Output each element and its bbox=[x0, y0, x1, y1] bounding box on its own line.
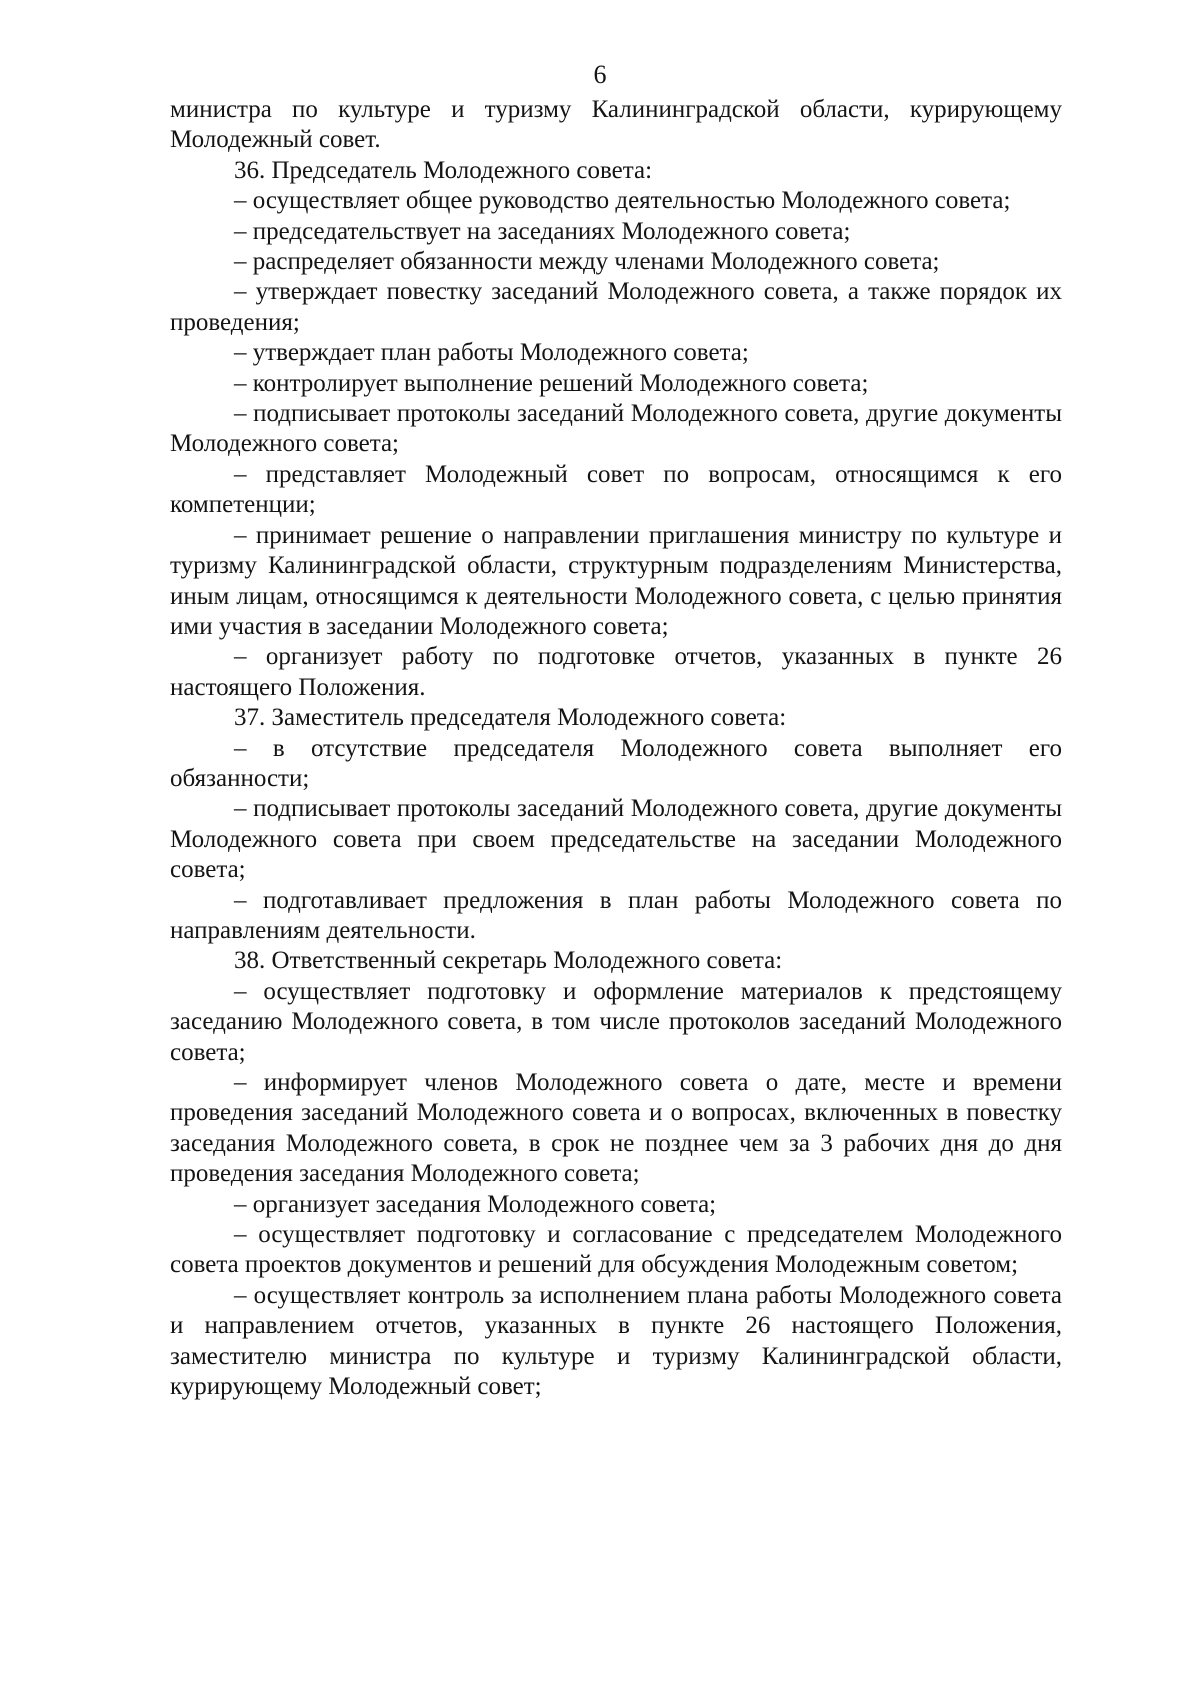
list-item: – в отсутствие председателя Молодежного совета выполняет его обязанности; bbox=[170, 734, 1062, 792]
list-item: – председательствует на заседаниях Молодежного совета; bbox=[234, 217, 851, 245]
list-item: – подписывает протоколы заседаний Молодежного совета, другие документы Молодежного совета при своем председательстве на заседании Молодежного совета; bbox=[170, 795, 1062, 884]
document-body bbox=[170, 95, 1062, 1402]
list-item: – организует работу по подготовке отчетов, указанных в пункте 26 настоящего Положения. bbox=[170, 643, 1062, 701]
list-item: – подготавливает предложения в план работы Молодежного совета по направлениям деятельности. bbox=[170, 886, 1062, 944]
list-item: – подписывает протоколы заседаний Молодежного совета, другие документы Молодежного совета; bbox=[170, 400, 1062, 458]
page-number: 6 bbox=[593, 60, 607, 89]
list-item: – осуществляет контроль за исполнением плана работы Молодежного совета и направлением отчетов, указанных в пункте 26 настоящего Положения, заместителю министра по культуре и туризму Калининградской области, курирующему Молодежный совет; bbox=[170, 1281, 1062, 1401]
list-item: – информирует членов Молодежного совета о дате, месте и времени проведения заседаний Молодежного совета и о вопросах, включенных в повестку заседания Молодежного совета, в срок не позднее чем за 3 рабочих дня до дня проведения заседания Молодежного совета; bbox=[170, 1069, 1062, 1188]
list-item: – осуществляет подготовку и согласование с председателем Молодежного совета проектов документов и решений для обсуждения Молодежным советом; bbox=[170, 1221, 1062, 1279]
list-item: – принимает решение о направлении приглашения министру по культуре и туризму Калининградской области, структурным подразделениям Министерства, иным лицам, относящимся к деятельности Молодежного совета, с целью принятия ими участия в заседании Молодежного совета; bbox=[170, 521, 1062, 640]
section-heading-37: 37. Заместитель председателя Молодежного совета: bbox=[234, 704, 787, 732]
paragraph-continuation: министра по культуре и туризму Калининградской области, курирующему Молодежный совет. bbox=[170, 96, 1062, 154]
list-item: – утверждает план работы Молодежного совета; bbox=[234, 339, 749, 367]
list-item: – представляет Молодежный совет по вопросам, относящимся к его компетенции; bbox=[170, 460, 1062, 519]
list-item: – утверждает повестку заседаний Молодежного совета, а также порядок их проведения; bbox=[170, 278, 1062, 336]
list-item: – осуществляет общее руководство деятельностью Молодежного совета; bbox=[234, 187, 1011, 215]
list-item: – осуществляет подготовку и оформление материалов к предстоящему заседанию Молодежного совета, в том числе протоколов заседаний Молодежного совета; bbox=[170, 977, 1062, 1066]
list-item: – контролирует выполнение решений Молодежного совета; bbox=[234, 369, 869, 397]
section-heading-36: 36. Председатель Молодежного совета: bbox=[234, 156, 653, 184]
list-item: – организует заседания Молодежного совета; bbox=[234, 1190, 717, 1218]
section-heading-38: 38. Ответственный секретарь Молодежного совета: bbox=[234, 947, 783, 975]
list-item: – распределяет обязанности между членами Молодежного совета; bbox=[234, 248, 940, 276]
